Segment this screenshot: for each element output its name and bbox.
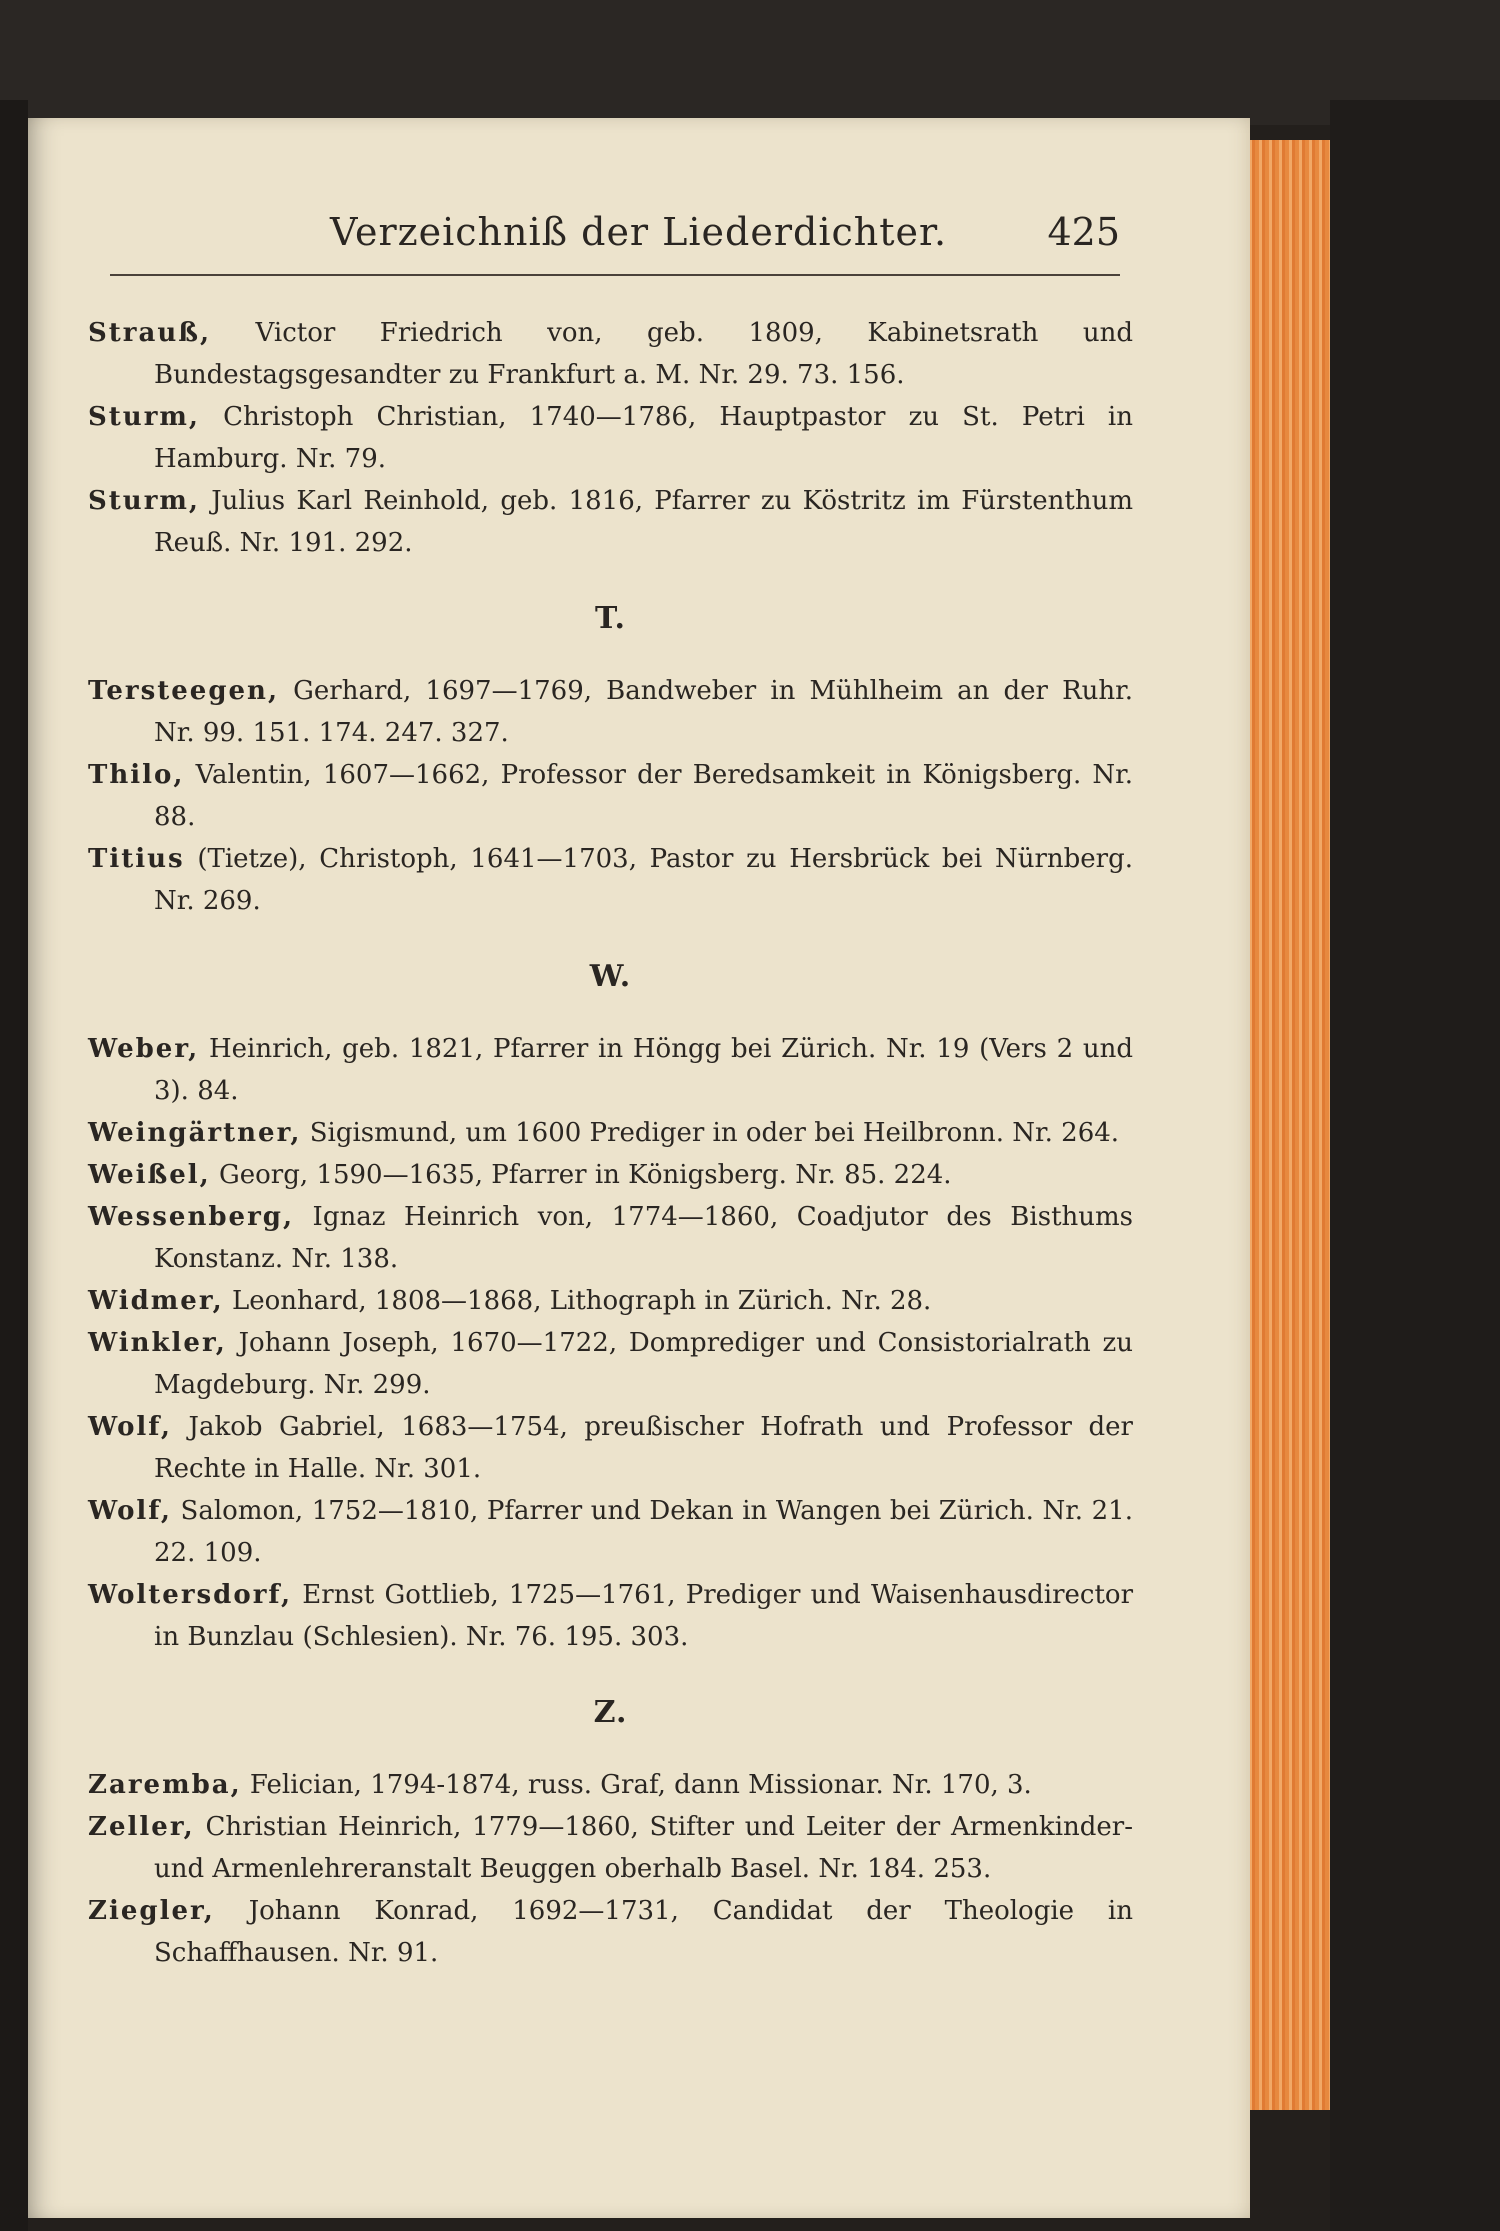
section-letter: W. — [589, 959, 632, 994]
entry-text: Leonhard, 1808—1868, Lithograph in Zürich. Nr. 28. — [223, 1286, 932, 1316]
entry-text: Jakob Gabriel, 1683—1754, preußischer Hofrath und Professor der Rechte in Halle. Nr. 301. — [154, 1412, 1133, 1484]
index-entry — [88, 838, 1133, 922]
running-title: Verzeichniß der Liederdichter. — [330, 210, 948, 254]
section-letter: T. — [595, 601, 626, 636]
entry-name: Thilo, — [88, 760, 185, 790]
entry-text: Valentin, 1607—1662, Professor der Beredsamkeit in Königsberg. Nr. 88. — [154, 760, 1133, 832]
index-entry — [88, 312, 1133, 396]
index-entries — [88, 312, 1133, 1974]
entry-name: Widmer, — [88, 1286, 224, 1316]
entry-text: Ignaz Heinrich von, 1774—1860, Coadjutor des Bisthums Konstanz. Nr. 138. — [154, 1202, 1133, 1274]
entry-text: Heinrich, geb. 1821, Pfarrer in Höngg bei Zürich. Nr. 19 (Vers 2 und 3). 84. — [154, 1034, 1133, 1106]
entry-name: Ziegler, — [88, 1896, 215, 1926]
entry-text: Christian Heinrich, 1779—1860, Stifter und Leiter der Armenkinder- und Armenlehreranstalt Beuggen oberhalb Basel. Nr. 184. 253. — [154, 1812, 1133, 1884]
page-header — [300, 210, 1120, 266]
page-number: 425 — [1047, 210, 1120, 254]
book-cover-left — [0, 100, 28, 2231]
index-entry — [88, 754, 1133, 838]
index-entry — [88, 396, 1133, 480]
entry-text: Georg, 1590—1635, Pfarrer in Königsberg. Nr. 85. 224. — [210, 1160, 952, 1190]
entry-text: Gerhard, 1697—1769, Bandweber in Mühlheim an der Ruhr. Nr. 99. 151. 174. 247. 327. — [154, 676, 1133, 748]
entry-text: Johann Konrad, 1692—1731, Candidat der Theologie in Schaffhausen. Nr. 91. — [154, 1896, 1133, 1968]
entry-name: Woltersdorf, — [88, 1580, 293, 1610]
entry-name: Sturm, — [88, 402, 200, 432]
entry-name: Sturm, — [88, 486, 200, 516]
entry-name: Tersteegen, — [88, 676, 280, 706]
entry-name: Wolf, — [88, 1412, 172, 1442]
index-entry — [88, 1406, 1133, 1490]
book-cover-right — [1330, 100, 1500, 2231]
index-entry — [88, 1028, 1133, 1112]
entry-text: Felician, 1794-1874, russ. Graf, dann Missionar. Nr. 170, 3. — [241, 1770, 1032, 1800]
index-entry — [88, 1764, 1133, 1806]
section-letter: Z. — [593, 1695, 628, 1730]
entry-text: Ernst Gottlieb, 1725—1761, Prediger und Waisenhausdirector in Bunzlau (Schlesien). Nr. 76. 195. 303. — [154, 1580, 1133, 1652]
entry-name: Weber, — [88, 1034, 200, 1064]
entry-text: Salomon, 1752—1810, Pfarrer und Dekan in Wangen bei Zürich. Nr. 21. 22. 109. — [154, 1496, 1133, 1568]
book-cover-top — [0, 0, 1500, 125]
index-entry — [88, 1574, 1133, 1658]
entry-text: Sigismund, um 1600 Prediger in oder bei Heilbronn. Nr. 264. — [301, 1118, 1120, 1148]
entry-text: Christoph Christian, 1740—1786, Hauptpastor zu St. Petri in Hamburg. Nr. 79. — [154, 402, 1133, 474]
index-entry — [88, 1806, 1133, 1890]
index-entry — [88, 1196, 1133, 1280]
entry-name: Wessenberg, — [88, 1202, 294, 1232]
entry-name: Zaremba, — [88, 1770, 242, 1800]
entry-name: Zeller, — [88, 1812, 195, 1842]
entry-name: Winkler, — [88, 1328, 227, 1358]
entry-name: Weißel, — [88, 1160, 211, 1190]
index-entry — [88, 1112, 1133, 1154]
entry-name: Weingärtner, — [88, 1118, 302, 1148]
index-entry — [88, 1322, 1133, 1406]
index-entry — [88, 480, 1133, 564]
entry-text: Julius Karl Reinhold, geb. 1816, Pfarrer zu Köstritz im Fürstenthum Reuß. Nr. 191. 292. — [154, 486, 1133, 558]
entry-text: Johann Joseph, 1670—1722, Domprediger und Consistorialrath zu Magdeburg. Nr. 299. — [154, 1328, 1133, 1400]
entry-name: Wolf, — [88, 1496, 172, 1526]
entry-text: Victor Friedrich von, geb. 1809, Kabinetsrath und Bundestagsgesandter zu Frankfurt a. M. Nr. 29. 73. 156. — [154, 318, 1133, 390]
entry-name: Strauß, — [88, 318, 212, 348]
header-rule — [110, 274, 1120, 276]
entry-name: Titius — [88, 844, 185, 874]
entry-text: (Tietze), Christoph, 1641—1703, Pastor zu Hersbrück bei Nürnberg. Nr. 269. — [154, 844, 1133, 916]
index-entry — [88, 1490, 1133, 1574]
index-entry — [88, 670, 1133, 754]
index-entry — [88, 1280, 1133, 1322]
index-entry — [88, 1154, 1133, 1196]
page-edges — [1245, 140, 1330, 2110]
index-entry — [88, 1890, 1133, 1974]
